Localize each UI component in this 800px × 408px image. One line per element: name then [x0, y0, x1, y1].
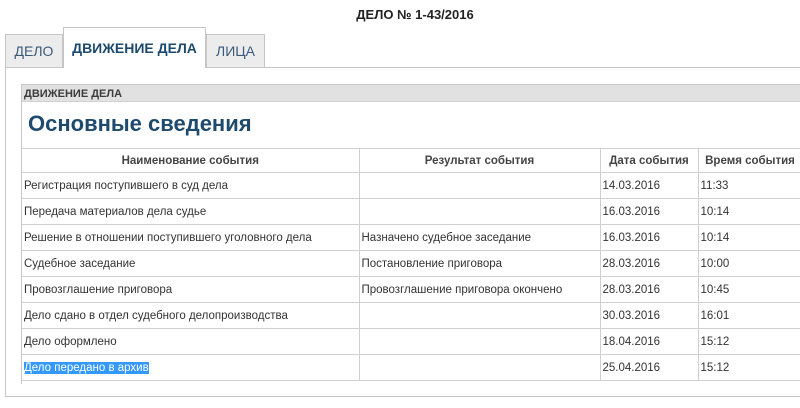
tab-dvizhenie-dela[interactable]: ДВИЖЕНИЕ ДЕЛА	[63, 27, 206, 68]
tab-delo[interactable]: ДЕЛО	[5, 34, 63, 67]
table-row	[22, 225, 800, 251]
time-cell: 10:14	[698, 199, 800, 225]
column-header-time: Время события	[698, 149, 800, 173]
time-cell: 10:00	[698, 251, 800, 277]
event-cell: Передача материалов дела судье	[22, 199, 359, 225]
time-cell: 15:12	[698, 355, 800, 381]
table-row	[22, 303, 800, 329]
case-title: ДЕЛО № 1-43/2016	[356, 7, 474, 22]
result-cell	[359, 355, 600, 381]
table-row	[22, 329, 800, 355]
table-row	[22, 173, 800, 199]
date-cell: 28.03.2016	[600, 251, 698, 277]
date-cell: 16.03.2016	[600, 225, 698, 251]
column-header-event: Наименование события	[22, 149, 359, 173]
time-cell: 10:14	[698, 225, 800, 251]
time-cell: 15:12	[698, 329, 800, 355]
table-row	[22, 251, 800, 277]
time-cell: 16:01	[698, 303, 800, 329]
table-header-row	[22, 149, 800, 173]
result-cell	[359, 173, 600, 199]
event-cell: Судебное заседание	[22, 251, 359, 277]
tab-bar	[5, 27, 800, 68]
column-header-date: Дата события	[600, 149, 698, 173]
result-cell	[359, 199, 600, 225]
event-cell: Провозглашение приговора	[22, 277, 359, 303]
event-cell: Дело оформлено	[22, 329, 359, 355]
date-cell: 25.04.2016	[600, 355, 698, 381]
date-cell: 16.03.2016	[600, 199, 698, 225]
event-cell	[22, 355, 359, 381]
case-movement-section	[21, 84, 800, 384]
date-cell: 28.03.2016	[600, 277, 698, 303]
table-row	[22, 199, 800, 225]
table-row	[22, 277, 800, 303]
result-cell: Назначено судебное заседание	[359, 225, 600, 251]
table-row	[22, 355, 800, 381]
result-cell	[359, 329, 600, 355]
date-cell: 18.04.2016	[600, 329, 698, 355]
time-cell: 10:45	[698, 277, 800, 303]
event-cell: Дело сдано в отдел судебного делопроизводства	[22, 303, 359, 329]
result-cell: Постановление приговора	[359, 251, 600, 277]
date-cell: 14.03.2016	[600, 173, 698, 199]
tab-litsa[interactable]: ЛИЦА	[206, 34, 265, 67]
result-cell: Провозглашение приговора окончено	[359, 277, 600, 303]
selected-text: Дело передано в архив	[24, 361, 149, 374]
column-header-result: Результат события	[359, 149, 600, 173]
events-table	[22, 148, 800, 381]
section-title: Основные сведения	[28, 111, 252, 136]
section-header: ДВИЖЕНИЕ ДЕЛА	[22, 84, 800, 102]
date-cell: 30.03.2016	[600, 303, 698, 329]
time-cell: 11:33	[698, 173, 800, 199]
result-cell	[359, 303, 600, 329]
event-cell: Регистрация поступившего в суд дела	[22, 173, 359, 199]
event-cell: Решение в отношении поступившего уголовного дела	[22, 225, 359, 251]
